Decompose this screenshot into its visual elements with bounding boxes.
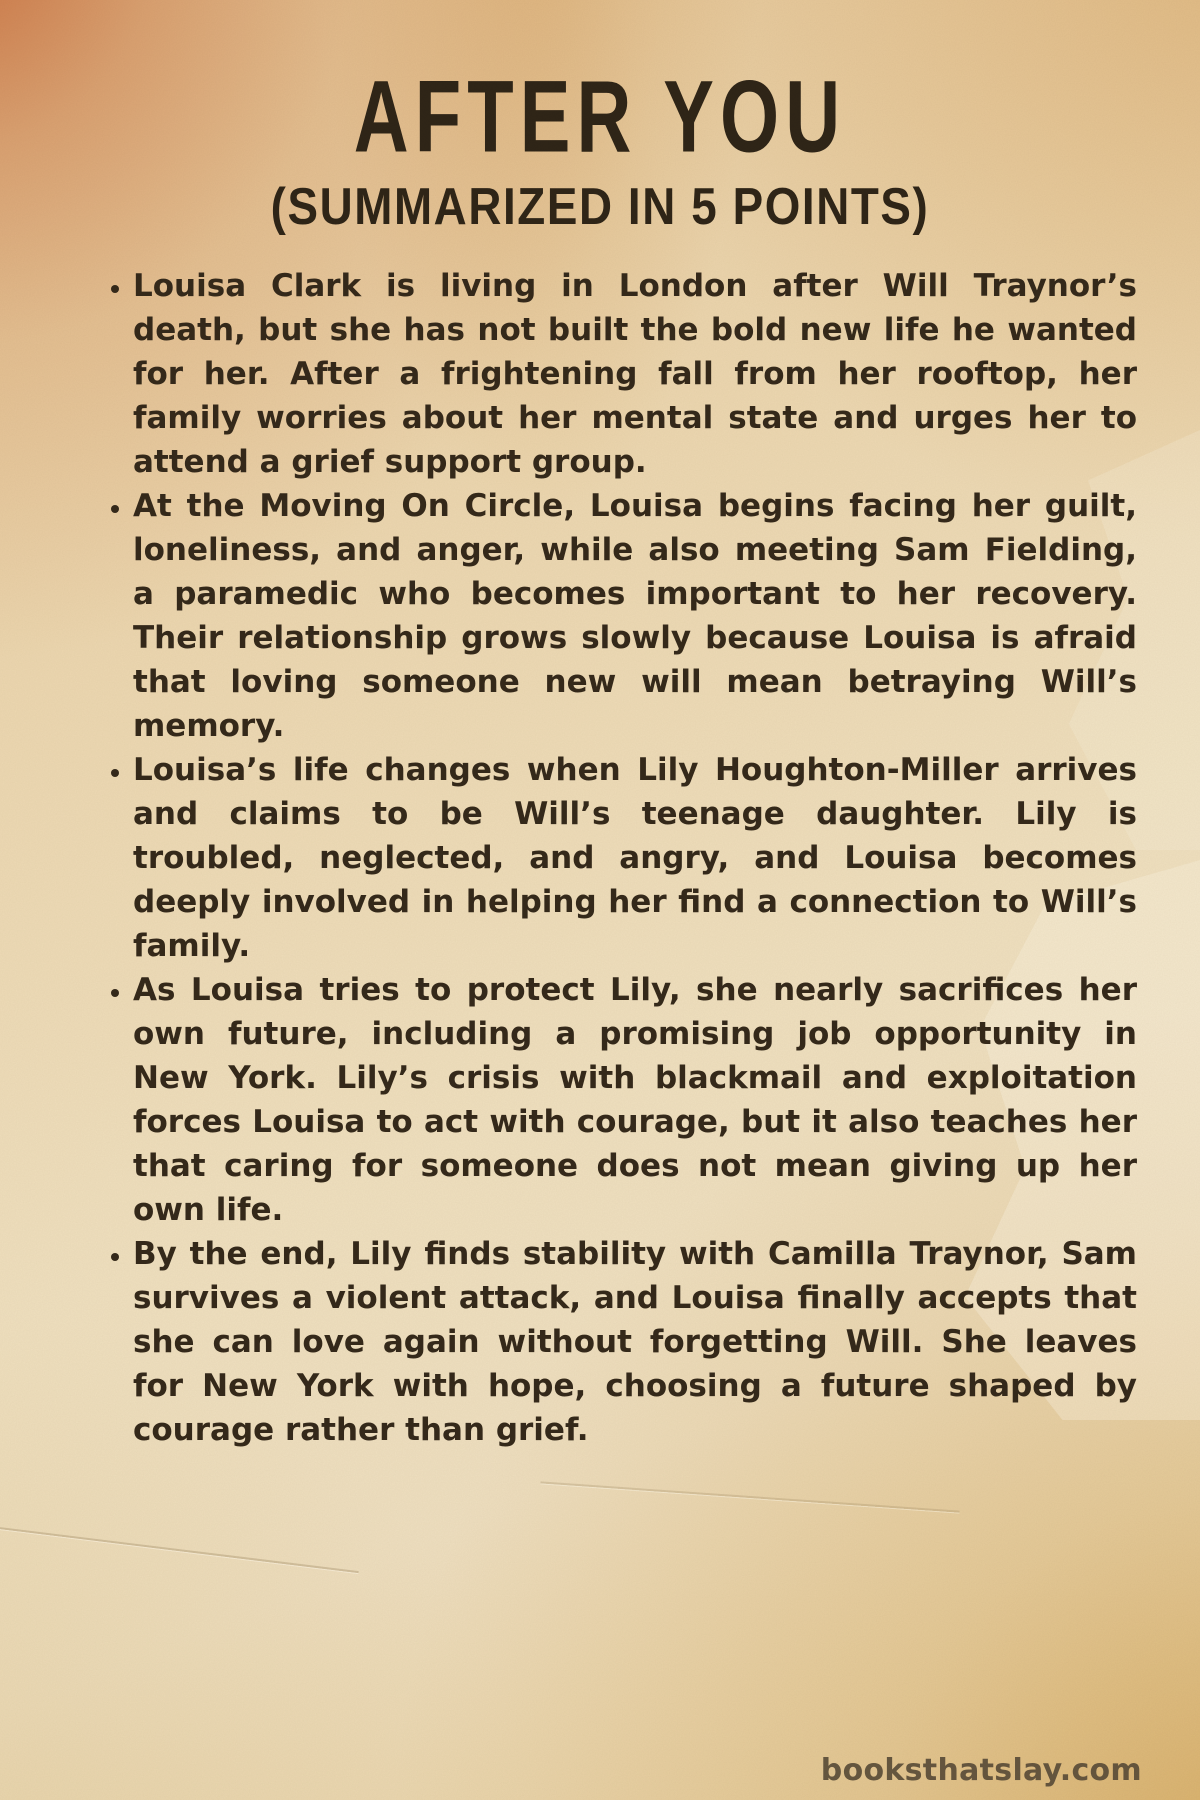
summary-point-1: • Louisa Clark is living in London after Will Traynor’s death, but she has not built the bold new life he wanted for her. After a frightening fall from her rooftop, her family worries about her mental state and urges her to attend a grief support group. xyxy=(133,264,1137,484)
summary-point-2: • At the Moving On Circle, Louisa begins facing her guilt, loneliness, and anger, while also meeting Sam Fielding, a paramedic who becomes important to her recovery. Their relationship grows slowly because Louisa is afraid that loving someone new will mean betraying Will’s memory. xyxy=(133,484,1137,748)
poster-header xyxy=(0,0,1200,234)
summary-point-5: • By the end, Lily finds stability with Camilla Traynor, Sam survives a violent attack, and Louisa finally accepts that she can love again without forgetting Will. She leaves for New York with hope, choosing a future shaped by courage rather than grief. xyxy=(133,1232,1137,1452)
page-subtitle: (SUMMARIZED IN 5 POINTS) xyxy=(270,178,930,236)
site-watermark: booksthatslay.com xyxy=(820,1753,1142,1788)
summary-point-4: • As Louisa tries to protect Lily, she nearly sacrifices her own future, including a promising job opportunity in New York. Lily’s crisis with blackmail and exploitation forces Louisa to act with courage, but it also teaches her that caring for someone does not mean giving up her own life. xyxy=(133,968,1137,1232)
summary-section xyxy=(0,264,1200,1452)
summary-list xyxy=(133,264,1137,1452)
summary-point-3: • Louisa’s life changes when Lily Houghton-Miller arrives and claims to be Will’s teenage daughter. Lily is troubled, neglected, and angry, and Louisa becomes deeply involved in helping her find a connection to Will’s family. xyxy=(133,748,1137,968)
page-title: AFTER YOU xyxy=(353,59,847,174)
